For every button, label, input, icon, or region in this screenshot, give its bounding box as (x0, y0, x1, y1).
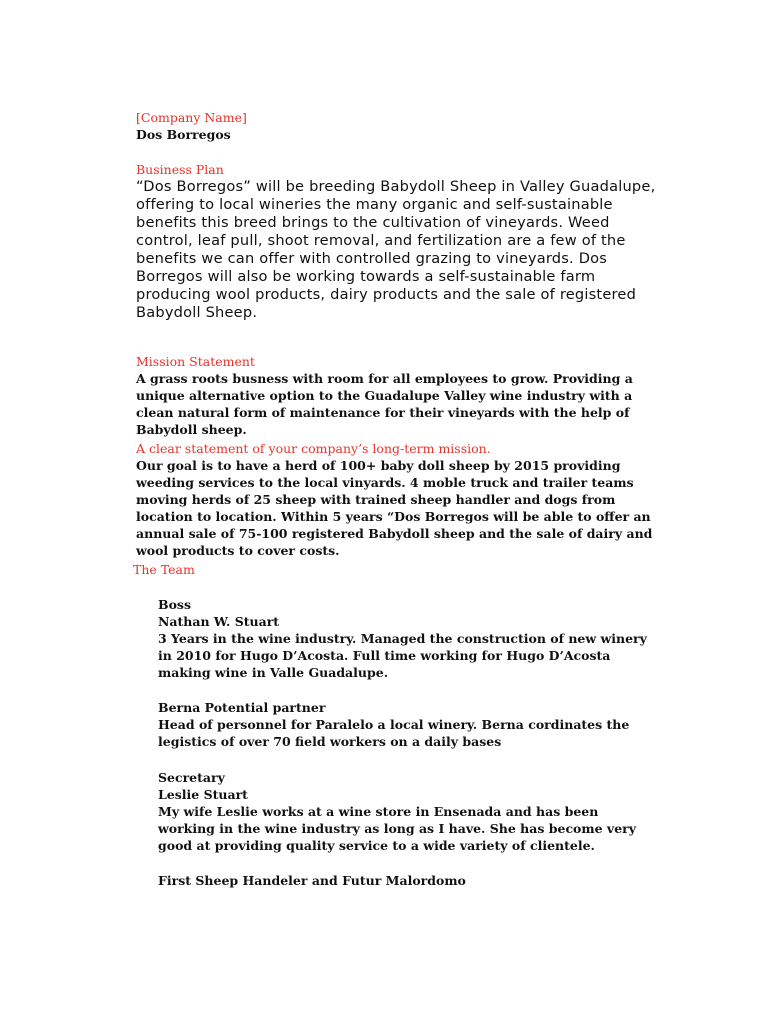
company-name-label: [Company Name] (136, 110, 247, 125)
long-term-heading: A clear statement of your company’s long-term mission. (136, 441, 491, 456)
long-term-section (136, 440, 656, 559)
long-term-body: Our goal is to have a herd of 100+ baby doll sheep by 2015 providing weeding services to the local vinyards. 4 moble truck and trailer teams moving herds of 25 sheep with trained sheep handler and dogs from location to location. Within 5 years “Dos Borregos will be able to offer an annual sale of 75-100 registered Babydoll sheep and the sale of dairy and wool products to cover costs. (136, 458, 653, 558)
company-section (136, 109, 656, 143)
member-role: Boss (158, 597, 191, 612)
team-member (158, 872, 658, 889)
mission-section (136, 353, 656, 438)
member-role: Secretary (158, 770, 225, 785)
mission-body: A grass roots busness with room for all employees to grow. Providing a unique alternative option to the Guadalupe Valley wine industry with a clean natural form of maintenance for their vineyards with the help of Babydoll sheep. (136, 371, 633, 437)
member-bio: Head of personnel for Paralelo a local winery. Berna cordinates the legistics of over 70 field workers on a daily bases (158, 717, 630, 749)
company-name: Dos Borregos (136, 127, 231, 142)
member-bio: My wife Leslie works at a wine store in Ensenada and has been working in the wine industry as long as I have. She has become very good at providing quality service to a wide variety of clientele. (158, 804, 636, 853)
team-member (158, 769, 658, 854)
business-plan-heading: Business Plan (136, 162, 224, 177)
business-plan-section (136, 161, 656, 178)
team-section (133, 561, 653, 578)
team-member (158, 596, 658, 681)
business-plan-body: “Dos Borregos” will be breeding Babydoll Sheep in Valley Guadalupe, offering to local wineries the many organic and self-sustainable benefits this breed brings to the cultivation of vineyards. Weed control, leaf pull, shoot removal, and fertilization are a few of the benefits we can offer with controlled grazing to vineyards. Dos Borregos will also be working towards a self-sustainable farm producing wool products, dairy products and the sale of registered Babydoll Sheep. (136, 178, 656, 321)
member-role: Berna Potential partner (158, 700, 326, 715)
mission-heading: Mission Statement (136, 354, 255, 369)
member-name: Nathan W. Stuart (158, 614, 280, 629)
member-name: Leslie Stuart (158, 787, 248, 802)
team-member (158, 699, 658, 750)
member-role: First Sheep Handeler and Futur Malordomo (158, 873, 466, 888)
team-heading: The Team (133, 562, 195, 577)
member-bio: 3 Years in the wine industry. Managed the construction of new winery in 2010 for Hugo D’Acosta. Full time working for Hugo D’Acosta making wine in Valle Guadalupe. (158, 631, 647, 680)
